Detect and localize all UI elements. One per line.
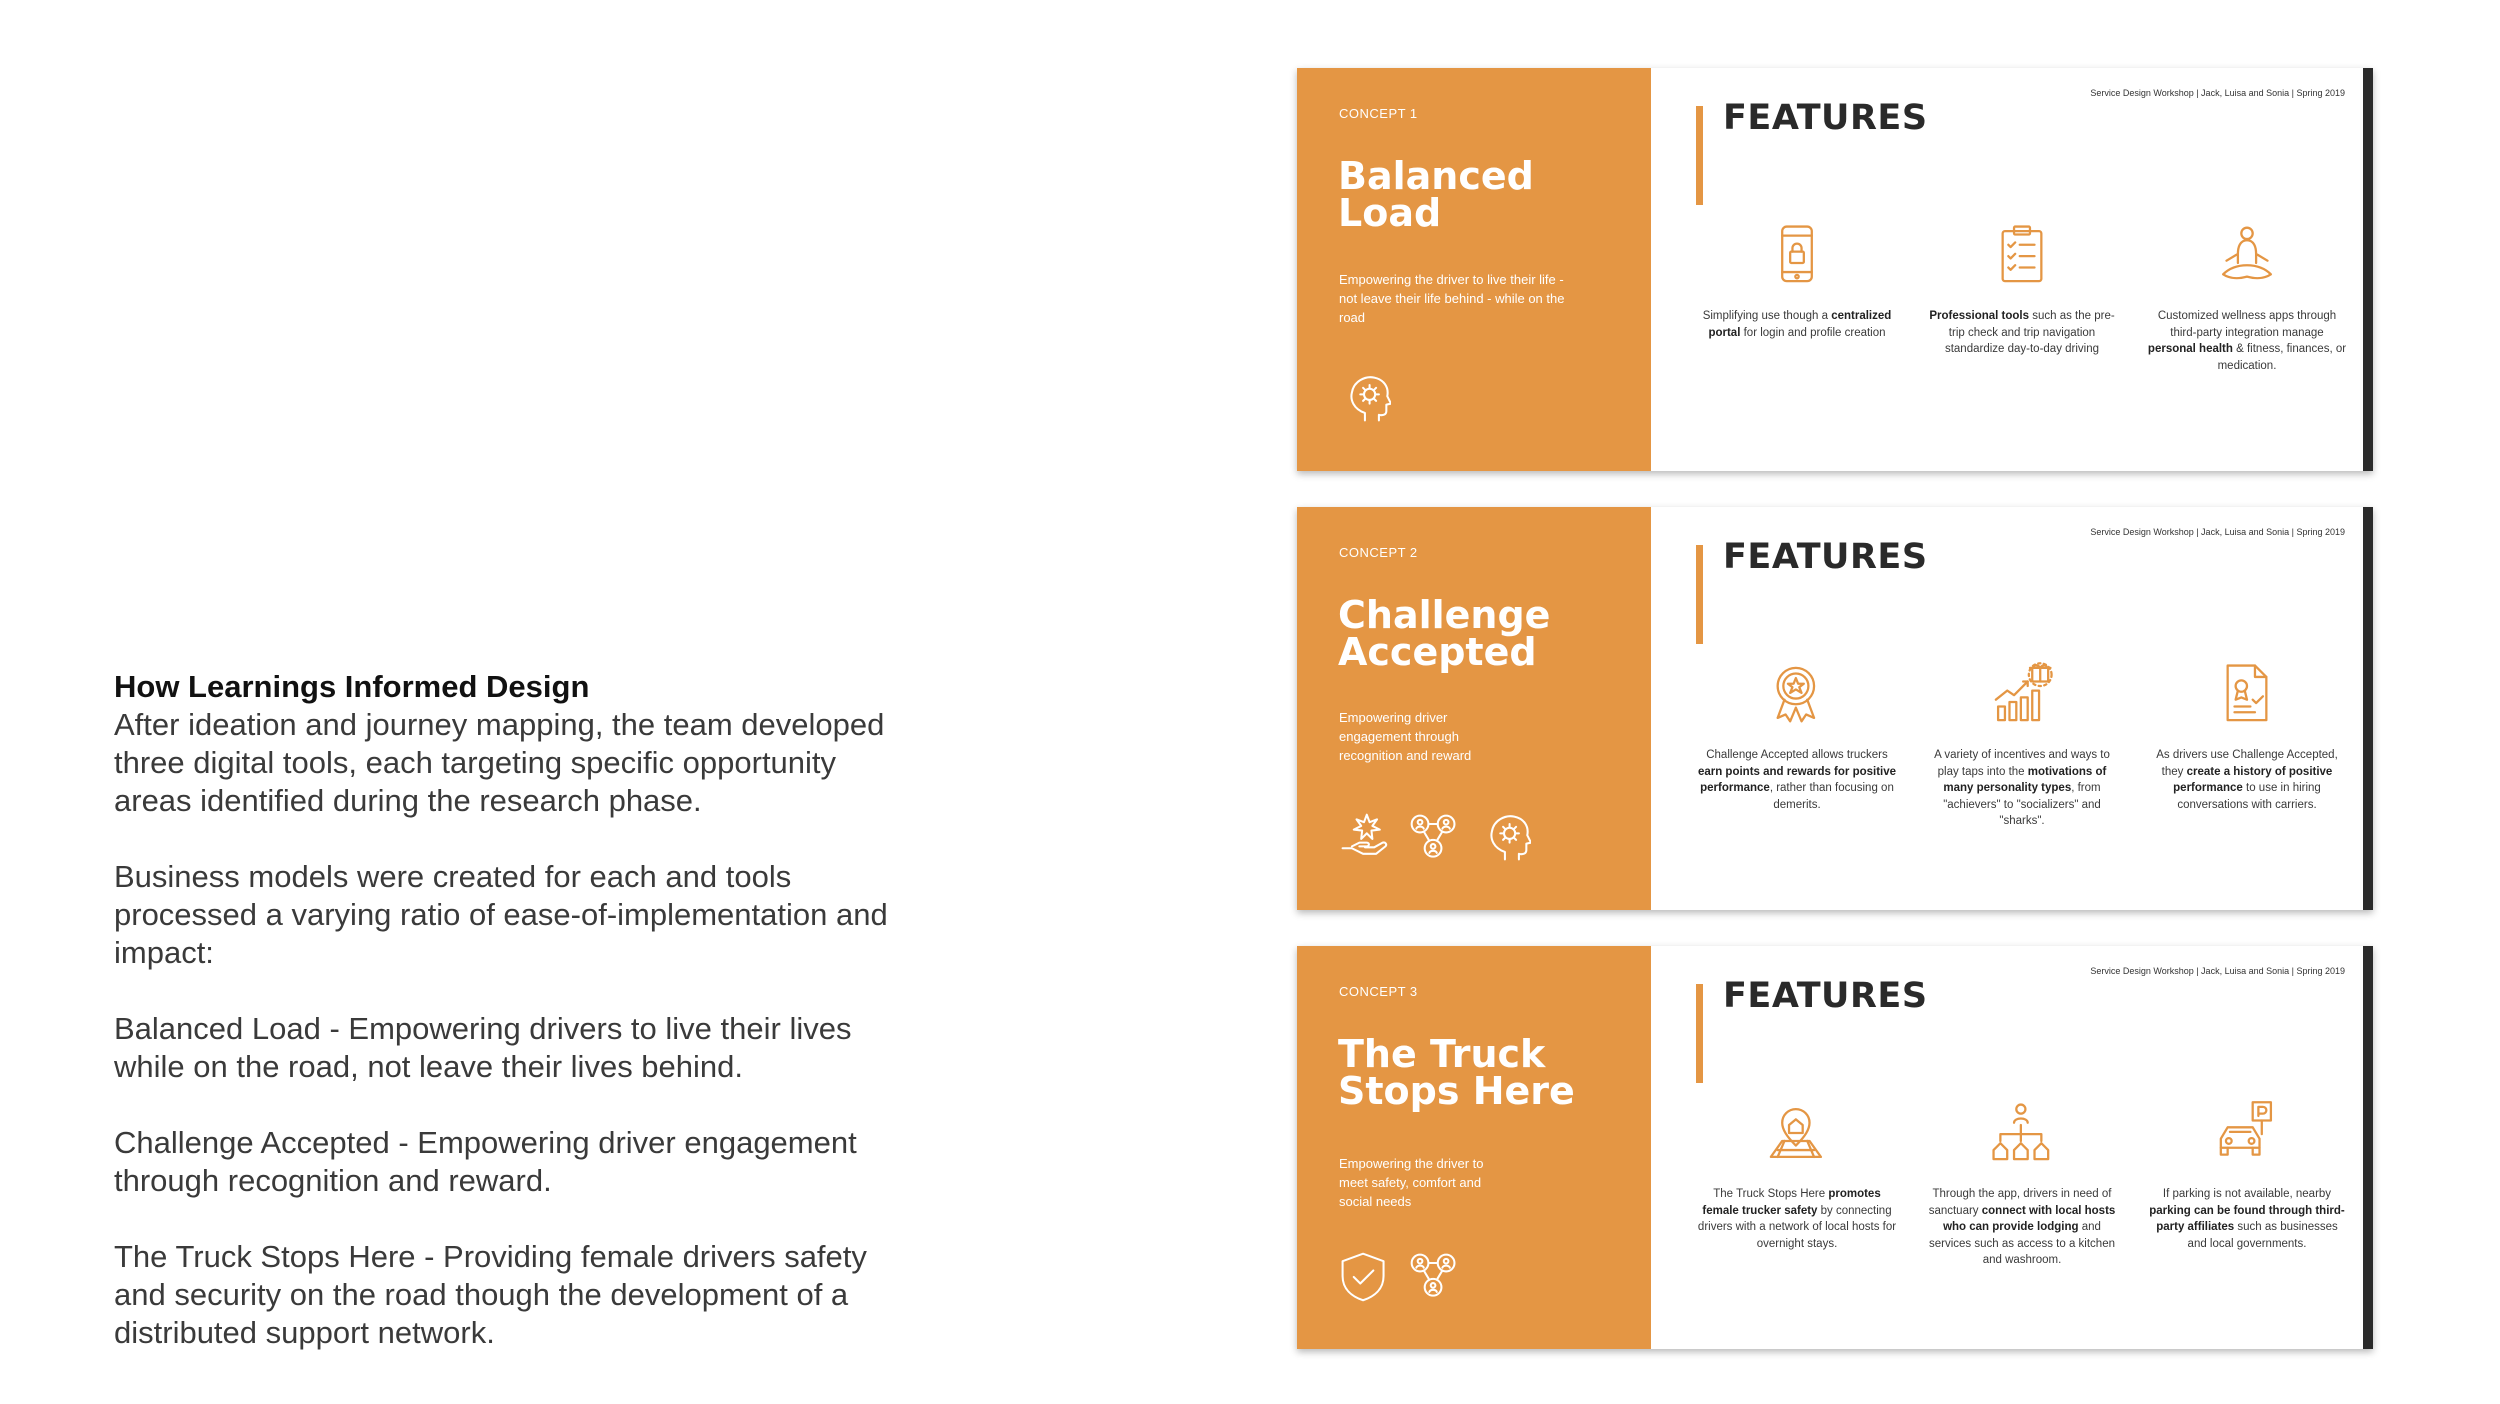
head-gear-icon [1337,372,1391,426]
feature-text-part: The Truck Stops Here [1713,1188,1829,1200]
meditation-icon [2214,222,2280,288]
card-edge [2363,68,2373,471]
feature-text-part: such as businesses and local governments. [2187,1221,2338,1250]
feature-text-part: Simplifying use though a [1702,310,1832,322]
concept-description: Empowering the driver to live their life - not leave their life behind - while on the road [1339,272,1565,325]
map-home-pin-icon [1764,1100,1830,1166]
phone-lock-icon [1764,222,1830,288]
feature-text [1697,308,1897,341]
feature-text-bold: earn points and rewards for positive performance [1697,765,1897,794]
feature-text-part: As drivers use Challenge Accepted, they [2156,749,2338,778]
feature-text-bold: personal health [2147,343,2233,355]
feature-text-bold: parking can be found through third-party affiliates [2149,1204,2345,1233]
award-ribbon-icon [1764,661,1830,727]
card-edge [2363,507,2373,910]
concept-card-3 [1297,946,2373,1349]
feature-text-bold: create a history of positive performance [2173,765,2333,794]
feature-icon-wrap [1697,218,1897,292]
concept-summary-1: Balanced Load - Empowering drivers to live their lives while on the road, not leave their lives behind. [114,1011,852,1084]
car-parking-sign-icon [2214,1100,2280,1166]
feature-text-bold: promotes female trucker safety [1702,1188,1881,1217]
feature-item [1922,1096,2122,1269]
accent-bar [1696,984,1703,1083]
concept-summary-2: Challenge Accepted - Empowering driver engagement through recognition and reward. [114,1125,857,1198]
section-heading: How Learnings Informed Design [114,669,590,704]
concept-summary-3: The Truck Stops Here - Providing female drivers safety and security on the road though the development of a distributed support network. [114,1239,867,1350]
feature-text [2147,308,2347,374]
credit-line: Service Design Workshop | Jack, Luisa and Sonia | Spring 2019 [2090,527,2345,537]
accent-bar [1696,545,1703,644]
feature-item [1922,657,2122,830]
accent-bar [1696,106,1703,205]
concept-panel [1297,507,1651,910]
features-title: FEATURES [1723,976,1928,1016]
person-houses-network-icon [1989,1100,2055,1166]
feature-icon-wrap [1922,657,2122,731]
intro-paragraph: After ideation and journey mapping, the team developed three digital tools, each targeting specific opportunity areas identified during the research phase. [114,707,885,818]
feature-text-part: to use in hiring conversations with carriers. [2177,782,2321,811]
concept-panel [1297,68,1651,471]
feature-text-part: and services such as access to a kitchen and washroom. [1929,1221,2115,1266]
feature-text-part: & fitness, finances, or medication. [2217,343,2347,372]
features-row [1697,1096,2347,1269]
feature-item [2147,1096,2347,1269]
people-network-icon [1407,1250,1461,1304]
feature-icon-wrap [1922,218,2122,292]
features-title: FEATURES [1723,98,1928,138]
features-row [1697,657,2347,830]
feature-icon-wrap [1697,1096,1897,1170]
concept-card-2 [1297,507,2373,910]
business-paragraph: Business models were created for each and tools processed a varying ratio of ease-of-implementation and impact: [114,859,888,970]
feature-text-part: A variety of incentives and ways to play taps into the [1934,749,2110,778]
feature-text [1697,747,1897,813]
feature-icon-wrap [2147,1096,2347,1170]
feature-item [2147,657,2347,830]
concept-icons [1337,811,1531,865]
concept-label: CONCEPT 3 [1339,984,1418,999]
credit-line: Service Design Workshop | Jack, Luisa and Sonia | Spring 2019 [2090,88,2345,98]
head-gear-icon [1477,811,1531,865]
gift-growth-chart-icon [1989,661,2055,727]
concept-card-1 [1297,68,2373,471]
feature-text-bold: centralized portal [1708,310,1892,339]
features-title: FEATURES [1723,537,1928,577]
clipboard-checklist-icon [1989,222,2055,288]
concept-label: CONCEPT 1 [1339,106,1418,121]
feature-text-part: Through the app, drivers in need of sanctuary [1928,1188,2112,1217]
credit-line: Service Design Workshop | Jack, Luisa and Sonia | Spring 2019 [2090,966,2345,976]
hand-star-icon [1337,811,1391,865]
concept-label: CONCEPT 2 [1339,545,1418,560]
feature-text [2147,1186,2347,1252]
feature-text [1922,1186,2122,1269]
feature-text [1922,308,2122,358]
concept-icons [1337,372,1391,426]
concept-description: Empowering driver engagement through recognition and reward [1339,710,1472,763]
concept-icons [1337,1250,1461,1304]
feature-item [2147,218,2347,374]
feature-text [1922,747,2122,830]
feature-item [1922,218,2122,374]
left-text-block [114,668,904,1352]
feature-item [1697,1096,1897,1269]
feature-icon-wrap [2147,657,2347,731]
concept-description: Empowering the driver to meet safety, comfort and social needs [1339,1156,1484,1209]
concept-title: Challenge Accepted [1338,593,1551,674]
feature-icon-wrap [1697,657,1897,731]
feature-text-part: by connecting drivers with a network of local hosts for overnight stays. [1697,1204,1897,1250]
feature-text-part: Customized wellness apps through third-party integration manage [2157,310,2337,339]
concept-title: Balanced Load [1338,154,1534,235]
concept-title: The Truck Stops Here [1338,1032,1575,1113]
feature-item [1697,657,1897,830]
feature-text-part: , rather than focusing on demerits. [1769,782,1894,811]
feature-text-part: for login and profile creation [1740,326,1886,339]
feature-text [1697,1186,1897,1252]
card-edge [2363,946,2373,1349]
certificate-document-icon [2214,661,2280,727]
feature-text [2147,747,2347,813]
feature-icon-wrap [2147,218,2347,292]
concept-panel [1297,946,1651,1349]
feature-text-part: such as the pre-trip check and trip navigation standardize day-to-day driving [1944,310,2115,355]
feature-text-part: Challenge Accepted allows truckers [1706,749,1888,761]
people-network-icon [1407,811,1461,865]
feature-icon-wrap [1922,1096,2122,1170]
feature-text-bold: motivations of many personality types [1943,765,2107,794]
feature-text-bold: connect with local hosts who can provide lodging [1943,1204,2116,1233]
feature-item [1697,218,1897,374]
features-row [1697,218,2347,374]
feature-text-part: , from "achievers" to "socializers" and "sharks". [1943,782,2101,827]
feature-text-part: If parking is not available, nearby [2162,1188,2332,1200]
feature-text-bold: Professional tools [1929,310,2030,322]
shield-check-icon [1337,1250,1391,1304]
